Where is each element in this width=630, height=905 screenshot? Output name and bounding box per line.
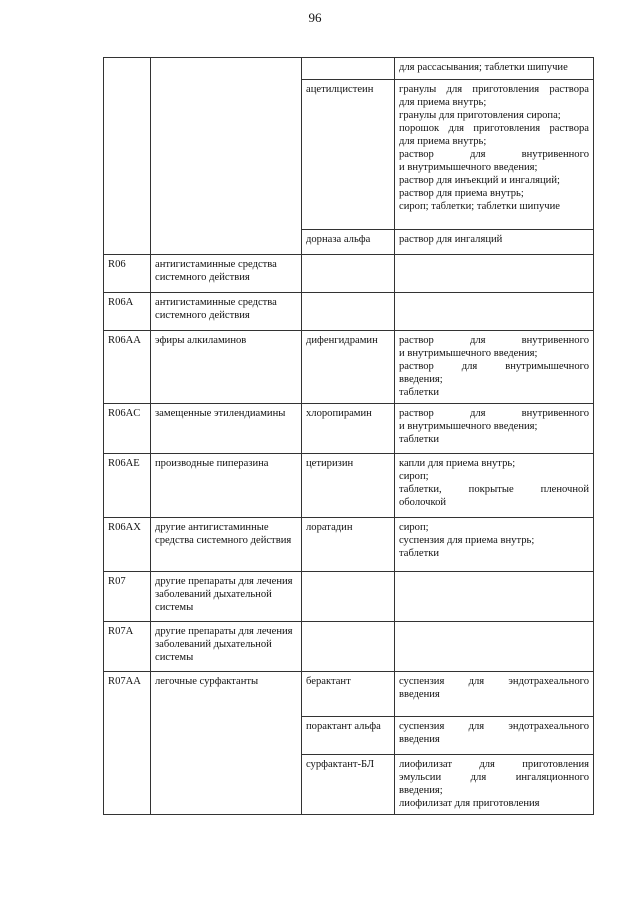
dosage-form-line: таблетки bbox=[399, 387, 440, 398]
drug-name-cell: лоратадин bbox=[302, 518, 395, 572]
dosage-form-line: гранулы для приготовления раствора bbox=[399, 84, 589, 95]
group-name-cell: производные пиперазина bbox=[151, 454, 302, 518]
atc-code-cell: R07 bbox=[104, 572, 151, 622]
table-row bbox=[104, 454, 594, 518]
dosage-forms-cell bbox=[395, 672, 594, 717]
dosage-forms-cell bbox=[395, 230, 594, 255]
table-row bbox=[104, 404, 594, 454]
dosage-form-line: лиофилизат для приготовления bbox=[399, 759, 589, 770]
atc-code-cell: R07AA bbox=[104, 672, 151, 815]
dosage-form-line: раствор для приема внутрь; bbox=[399, 188, 524, 199]
dosage-form-line: капли для приема внутрь; bbox=[399, 458, 516, 469]
table-row bbox=[104, 622, 594, 672]
drug-name-cell: порактант альфа bbox=[302, 717, 395, 755]
dosage-forms-cell bbox=[395, 518, 594, 572]
dosage-form-line: раствор для инъекций и ингаляций; bbox=[399, 175, 560, 186]
dosage-form-line: и внутримышечного введения; bbox=[399, 421, 538, 432]
drug-name-cell: ацетилцистеин bbox=[302, 80, 395, 230]
table-row bbox=[104, 672, 594, 717]
drug-name-cell: берактант bbox=[302, 672, 395, 717]
dosage-forms-cell bbox=[395, 454, 594, 518]
drug-name-cell bbox=[302, 255, 395, 293]
dosage-form-line: введения; bbox=[399, 785, 443, 796]
dosage-form-line: для приема внутрь; bbox=[399, 97, 487, 108]
dosage-forms-cell bbox=[395, 755, 594, 815]
dosage-form-line: введения; bbox=[399, 374, 443, 385]
atc-code-cell: R06AX bbox=[104, 518, 151, 572]
table-row bbox=[104, 293, 594, 331]
atc-code-cell: R06AE bbox=[104, 454, 151, 518]
atc-code-cell: R07A bbox=[104, 622, 151, 672]
dosage-form-line: таблетки bbox=[399, 434, 440, 445]
dosage-form-line: сироп; bbox=[399, 522, 429, 533]
group-name-cell: антигистаминные средства системного действия bbox=[151, 293, 302, 331]
dosage-forms-cell bbox=[395, 572, 594, 622]
table-row bbox=[104, 518, 594, 572]
dosage-form-line: раствор для внутривенного bbox=[399, 149, 589, 160]
group-name-cell: эфиры алкиламинов bbox=[151, 331, 302, 404]
drug-table bbox=[103, 57, 594, 815]
atc-code-cell: R06A bbox=[104, 293, 151, 331]
dosage-forms-cell bbox=[395, 80, 594, 230]
dosage-form-line: раствор для внутривенного bbox=[399, 408, 589, 419]
dosage-form-line: и внутримышечного введения; bbox=[399, 162, 538, 173]
dosage-form-line: введения bbox=[399, 734, 440, 745]
drug-name-cell: цетиризин bbox=[302, 454, 395, 518]
dosage-form-line: таблетки, покрытые пленочной bbox=[399, 484, 589, 495]
dosage-forms-cell bbox=[395, 58, 594, 80]
drug-name-cell bbox=[302, 572, 395, 622]
atc-code-cell: R06AA bbox=[104, 331, 151, 404]
table-row bbox=[104, 331, 594, 404]
atc-code-cell: R06 bbox=[104, 255, 151, 293]
table-row bbox=[104, 572, 594, 622]
drug-name-cell: хлоропирамин bbox=[302, 404, 395, 454]
dosage-forms-cell bbox=[395, 717, 594, 755]
dosage-form-line: для рассасывания; таблетки шипучие bbox=[399, 62, 568, 73]
group-name-cell bbox=[151, 58, 302, 255]
dosage-form-line: сироп; таблетки; таблетки шипучие bbox=[399, 201, 561, 212]
dosage-form-line: порошок для приготовления раствора bbox=[399, 123, 589, 134]
dosage-form-line: суспензия для эндотрахеального bbox=[399, 721, 589, 732]
dosage-form-line: суспензия для эндотрахеального bbox=[399, 676, 589, 687]
drug-name-cell bbox=[302, 293, 395, 331]
table-row bbox=[104, 58, 594, 80]
group-name-cell: легочные сурфактанты bbox=[151, 672, 302, 815]
group-name-cell: антигистаминные средства системного действия bbox=[151, 255, 302, 293]
group-name-cell: другие препараты для лечения заболеваний дыхательной системы bbox=[151, 572, 302, 622]
dosage-forms-cell bbox=[395, 622, 594, 672]
atc-code-cell: R06AC bbox=[104, 404, 151, 454]
dosage-form-line: введения bbox=[399, 689, 440, 700]
table-row bbox=[104, 255, 594, 293]
drug-name-cell: дифенгидрамин bbox=[302, 331, 395, 404]
drug-name-cell: сурфактант-БЛ bbox=[302, 755, 395, 815]
page-number: 96 bbox=[308, 10, 322, 25]
dosage-form-line: раствор для ингаляций bbox=[399, 234, 503, 245]
dosage-form-line: раствор для внутривенного bbox=[399, 335, 589, 346]
dosage-form-line: раствор для внутримышечного bbox=[399, 361, 589, 372]
dosage-forms-cell bbox=[395, 331, 594, 404]
dosage-forms-cell bbox=[395, 293, 594, 331]
dosage-form-line: таблетки bbox=[399, 548, 440, 559]
drug-name-cell: дорназа альфа bbox=[302, 230, 395, 255]
drug-name-cell bbox=[302, 58, 395, 80]
dosage-form-line: оболочкой bbox=[399, 497, 447, 508]
dosage-form-line: эмульсии для ингаляционного bbox=[399, 772, 589, 783]
dosage-forms-cell bbox=[395, 404, 594, 454]
group-name-cell: другие антигистаминные средства системного действия bbox=[151, 518, 302, 572]
dosage-form-line: лиофилизат для приготовления bbox=[399, 798, 540, 809]
group-name-cell: другие препараты для лечения заболеваний дыхательной системы bbox=[151, 622, 302, 672]
drug-name-cell bbox=[302, 622, 395, 672]
dosage-form-line: гранулы для приготовления сиропа; bbox=[399, 110, 561, 121]
dosage-form-line: для приема внутрь; bbox=[399, 136, 487, 147]
dosage-form-line: суспензия для приема внутрь; bbox=[399, 535, 535, 546]
atc-code-cell bbox=[104, 58, 151, 255]
dosage-form-line: сироп; bbox=[399, 471, 429, 482]
group-name-cell: замещенные этилендиамины bbox=[151, 404, 302, 454]
dosage-form-line: и внутримышечного введения; bbox=[399, 348, 538, 359]
dosage-forms-cell bbox=[395, 255, 594, 293]
